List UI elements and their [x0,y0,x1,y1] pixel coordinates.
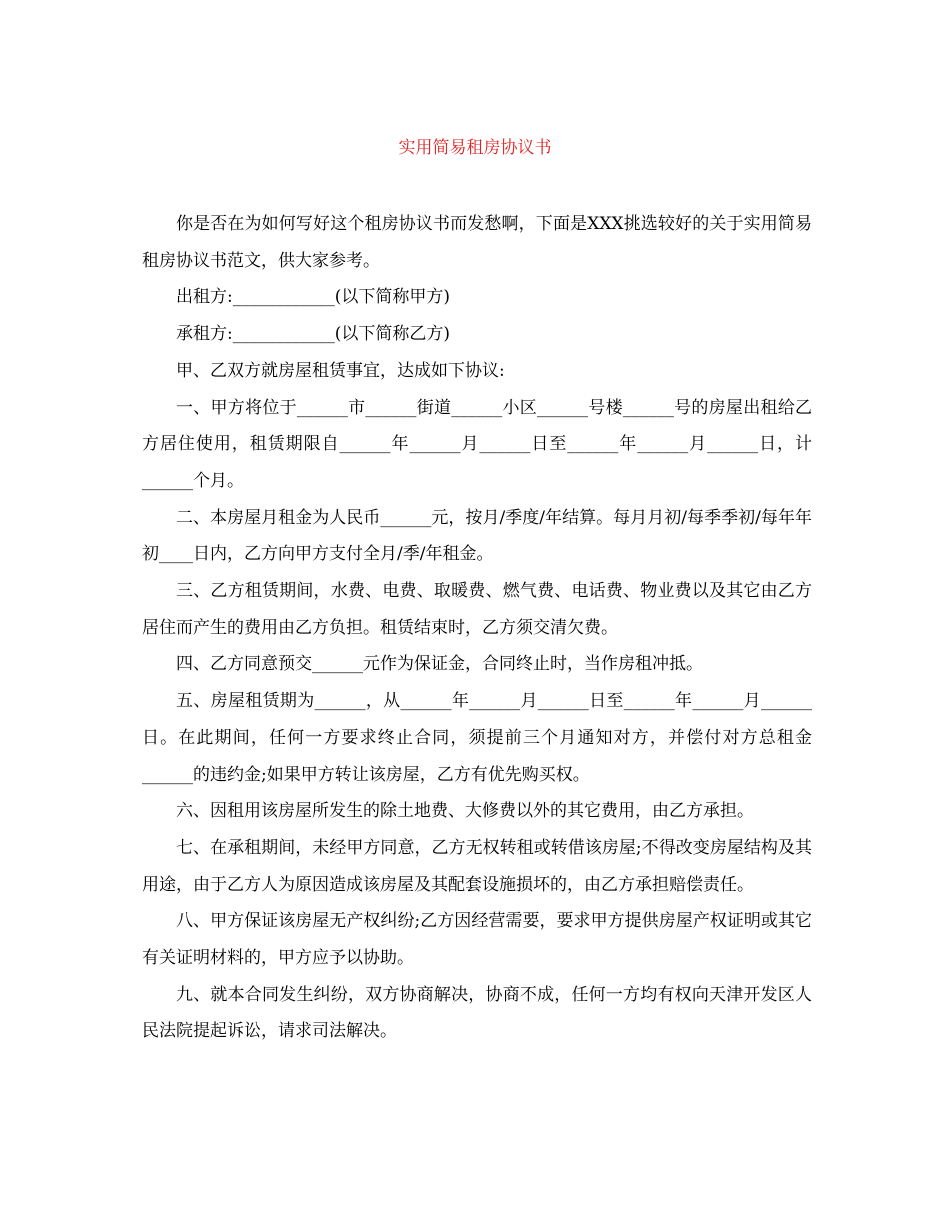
clause-7: 七、在承租期间，未经甲方同意，乙方无权转租或转借该房屋;不得改变房屋结构及其用途，由于乙方人为原因造成该房屋及其配套设施损坏的，由乙方承担赔偿责任。 [142,837,812,895]
document-title: 实用简易租房协议书 [398,138,552,158]
lessor-line: 出租方:____________(以下简称甲方) [176,287,450,308]
clause-1: 一、甲方将位于______市______街道______小区______号楼______号的房屋出租给乙方居住使用，租赁期限自______年______月______日至______年______月______日，计______个月。 [142,397,812,491]
clause-4: 四、乙方同意预交______元作为保证金，合同终止时，当作房租冲抵。 [176,654,703,675]
clause-9: 九、就本合同发生纠纷，双方协商解决，协商不成，任何一方均有权向天津开发区人民法院提起诉讼，请求司法解决。 [142,984,812,1042]
lessee-line: 承租方:____________(以下简称乙方) [176,324,450,345]
clause-8: 八、甲方保证该房屋无产权纠纷;乙方因经营需要，要求甲方提供房屋产权证明或其它有关证明材料的，甲方应予以协助。 [142,911,812,969]
clause-5: 五、房屋租赁期为______，从______年______月______日至______年______月______日。在此期间，任何一方要求终止合同，须提前三个月通知对方，并偿付对方总租金______的违约金;如果甲方转让该房屋，乙方有优先购买权。 [142,691,812,785]
agreement-intro: 甲、乙双方就房屋租赁事宜，达成如下协议: [176,360,505,381]
clause-2: 二、本房屋月租金为人民币______元，按月/季度/年结算。每月月初/每季季初/每年年初____日内，乙方向甲方支付全月/季/年租金。 [142,507,812,565]
clause-6: 六、因租用该房屋所发生的除土地费、大修费以外的其它费用，由乙方承担。 [176,801,754,822]
intro-paragraph: 你是否在为如何写好这个租房协议书而发愁啊，下面是XXX挑选较好的关于实用简易租房协议书范文，供大家参考。 [142,214,812,271]
document-body [142,206,812,1050]
clause-3: 三、乙方租赁期间，水费、电费、取暖费、燃气费、电话费、物业费以及其它由乙方居住而产生的费用由乙方负担。租赁结束时，乙方须交清欠费。 [142,581,812,638]
